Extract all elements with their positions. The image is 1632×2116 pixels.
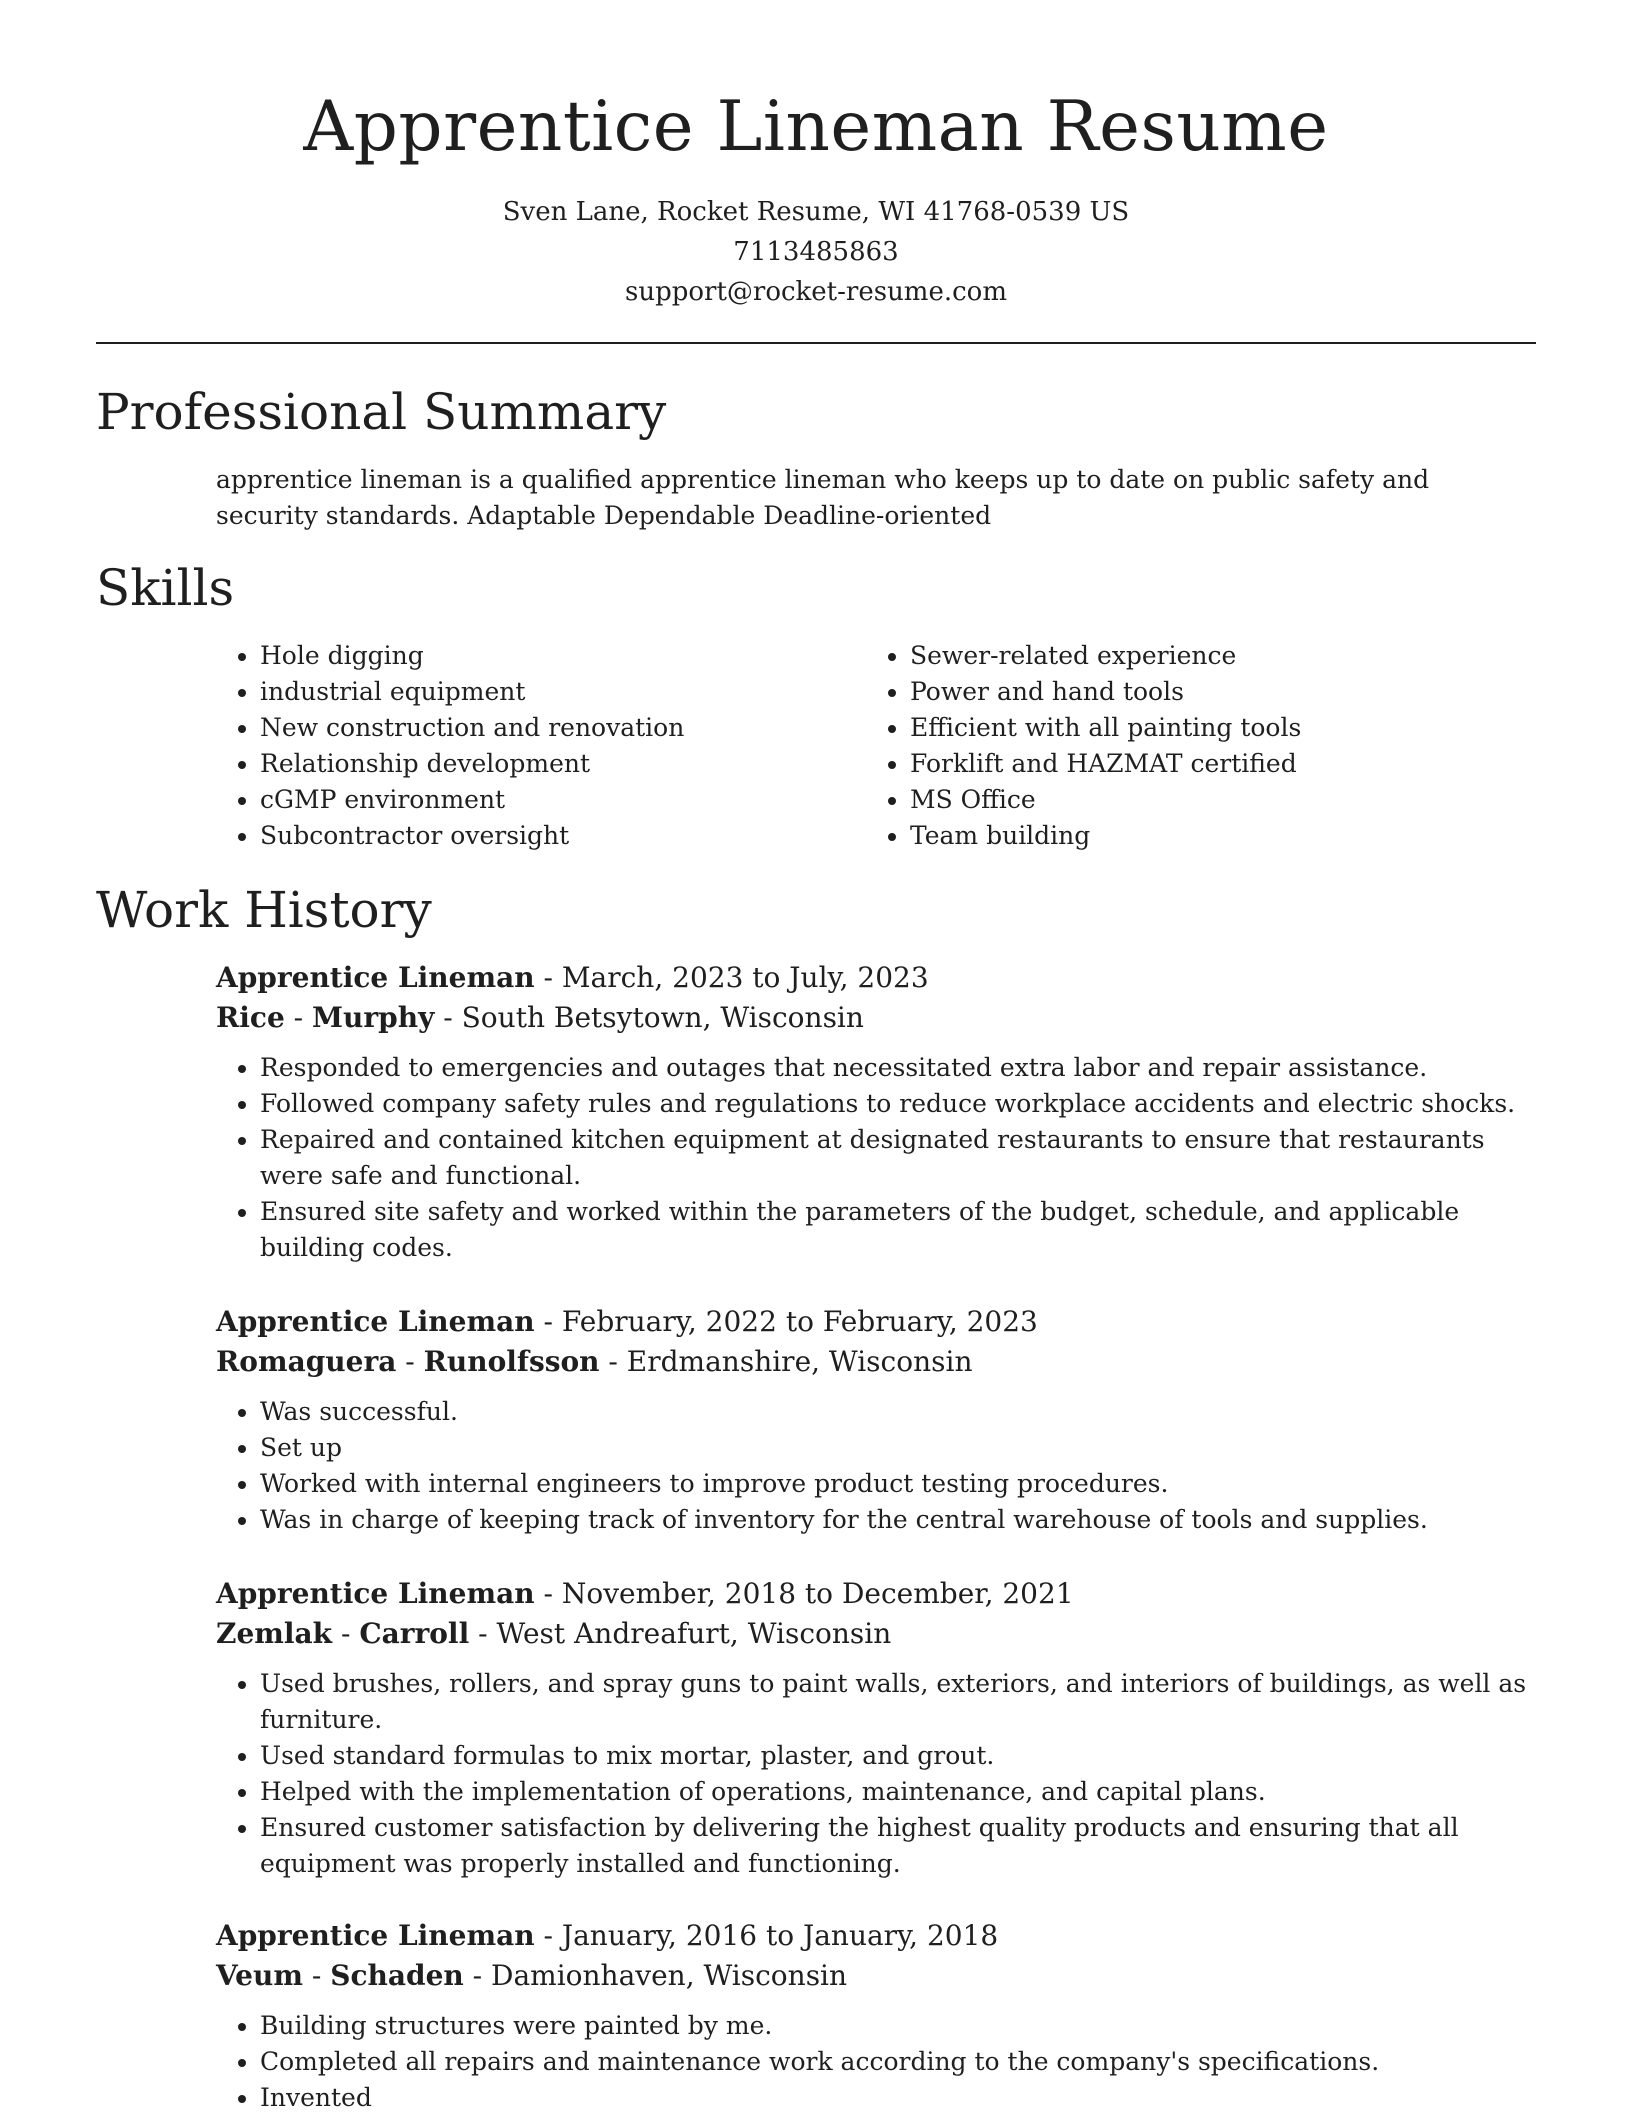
job-duty: • Repaired and contained kitchen equipment at designated restaurants to ensure that restaurants were safe and functional. bbox=[260, 1122, 1536, 1194]
job-title-line: Apprentice Lineman - March, 2023 to July, 2023 bbox=[216, 961, 929, 994]
header-divider bbox=[96, 342, 1536, 344]
job-duty: • Responded to emergencies and outages that necessitated extra labor and repair assistance. bbox=[260, 1050, 1536, 1086]
job-duties bbox=[216, 1666, 1536, 1882]
resume-title: Apprentice Lineman Resume bbox=[303, 87, 1329, 167]
job-company-a: Romaguera bbox=[216, 1345, 397, 1378]
skill-item: • cGMP environment bbox=[260, 782, 866, 818]
skill-item: • Relationship development bbox=[260, 746, 866, 782]
job-duty: • Helped with the implementation of operations, maintenance, and capital plans. bbox=[260, 1774, 1536, 1810]
job-duty: • Used standard formulas to mix mortar, plaster, and grout. bbox=[260, 1738, 1536, 1774]
job-dates: January, 2016 to January, 2018 bbox=[561, 1919, 999, 1952]
job-entry bbox=[216, 958, 1536, 1266]
job-title-line: Apprentice Lineman - November, 2018 to December, 2021 bbox=[216, 1577, 1074, 1610]
job-company-line: Zemlak - Carroll - West Andreafurt, Wisconsin bbox=[216, 1617, 892, 1650]
job-company-b: Schaden bbox=[330, 1959, 464, 1992]
job-duty: • Set up bbox=[260, 1430, 1536, 1466]
job-entry bbox=[216, 1574, 1536, 1882]
job-duty: • Building structures were painted by me. bbox=[260, 2008, 1536, 2044]
job-company-line: Romaguera - Runolfsson - Erdmanshire, Wisconsin bbox=[216, 1345, 973, 1378]
skill-item: • Sewer-related experience bbox=[910, 638, 1516, 674]
contact-address: Sven Lane, Rocket Resume, WI 41768-0539 US bbox=[502, 197, 1130, 227]
summary-heading: Professional Summary bbox=[96, 383, 667, 441]
job-company-a: Zemlak bbox=[216, 1617, 333, 1650]
job-title: Apprentice Lineman bbox=[216, 961, 535, 994]
job-company-a: Rice bbox=[216, 1001, 285, 1034]
skill-item: • industrial equipment bbox=[260, 674, 866, 710]
job-title-line: Apprentice Lineman - January, 2016 to January, 2018 bbox=[216, 1919, 999, 1952]
job-title-line: Apprentice Lineman - February, 2022 to February, 2023 bbox=[216, 1305, 1038, 1338]
job-company-b: Carroll bbox=[359, 1617, 470, 1650]
skills-list bbox=[216, 638, 1536, 854]
skill-item: • Efficient with all painting tools bbox=[910, 710, 1516, 746]
job-duties bbox=[216, 1394, 1536, 1538]
job-entry bbox=[216, 1916, 1536, 2116]
job-duties bbox=[216, 1050, 1536, 1266]
job-duty: • Invented bbox=[260, 2080, 1536, 2116]
contact-email: support@rocket-resume.com bbox=[624, 277, 1007, 307]
job-duty: • Was in charge of keeping track of inventory for the central warehouse of tools and supplies. bbox=[260, 1502, 1536, 1538]
job-company-b: Murphy bbox=[312, 1001, 435, 1034]
job-title: Apprentice Lineman bbox=[216, 1577, 535, 1610]
skill-item: • Power and hand tools bbox=[910, 674, 1516, 710]
job-title: Apprentice Lineman bbox=[216, 1305, 535, 1338]
job-duty: • Followed company safety rules and regulations to reduce workplace accidents and electric shocks. bbox=[260, 1086, 1536, 1122]
work-history-heading: Work History bbox=[96, 881, 432, 939]
job-company-line: Veum - Schaden - Damionhaven, Wisconsin bbox=[216, 1959, 848, 1992]
skills-column-right bbox=[866, 638, 1516, 854]
skills-heading: Skills bbox=[96, 559, 235, 617]
skill-item: • New construction and renovation bbox=[260, 710, 866, 746]
job-duty: • Ensured customer satisfaction by delivering the highest quality products and ensuring that all equipment was properly installed and functioning. bbox=[260, 1810, 1536, 1882]
skill-item: • Subcontractor oversight bbox=[260, 818, 866, 854]
job-entry bbox=[216, 1302, 1536, 1538]
job-company-a: Veum bbox=[216, 1959, 303, 1992]
summary-text: apprentice lineman is a qualified apprentice lineman who keeps up to date on public safety and security standards. Adaptable Dependable Deadline-oriented bbox=[216, 465, 1430, 530]
contact-block bbox=[0, 192, 1632, 312]
job-duty: • Used brushes, rollers, and spray guns to paint walls, exteriors, and interiors of buildings, as well as furniture. bbox=[260, 1666, 1536, 1738]
job-location: West Andreafurt, Wisconsin bbox=[496, 1617, 892, 1650]
job-location: Damionhaven, Wisconsin bbox=[491, 1959, 848, 1992]
job-dates: November, 2018 to December, 2021 bbox=[561, 1577, 1074, 1610]
job-duties bbox=[216, 2008, 1536, 2116]
job-location: Erdmanshire, Wisconsin bbox=[626, 1345, 973, 1378]
skill-item: • MS Office bbox=[910, 782, 1516, 818]
skill-item: • Team building bbox=[910, 818, 1516, 854]
job-duty: • Completed all repairs and maintenance work according to the company's specifications. bbox=[260, 2044, 1536, 2080]
job-duty: • Was successful. bbox=[260, 1394, 1536, 1430]
job-dates: February, 2022 to February, 2023 bbox=[561, 1305, 1038, 1338]
job-company-b: Runolfsson bbox=[423, 1345, 600, 1378]
skill-item: • Forklift and HAZMAT certified bbox=[910, 746, 1516, 782]
skills-column-left bbox=[216, 638, 866, 854]
job-duty: • Worked with internal engineers to improve product testing procedures. bbox=[260, 1466, 1536, 1502]
job-location: South Betsytown, Wisconsin bbox=[461, 1001, 864, 1034]
job-company-line: Rice - Murphy - South Betsytown, Wisconsin bbox=[216, 1001, 864, 1034]
contact-phone: 7113485863 bbox=[733, 237, 899, 267]
job-title: Apprentice Lineman bbox=[216, 1919, 535, 1952]
job-dates: March, 2023 to July, 2023 bbox=[561, 961, 929, 994]
skill-item: • Hole digging bbox=[260, 638, 866, 674]
job-duty: • Ensured site safety and worked within the parameters of the budget, schedule, and applicable building codes. bbox=[260, 1194, 1536, 1266]
